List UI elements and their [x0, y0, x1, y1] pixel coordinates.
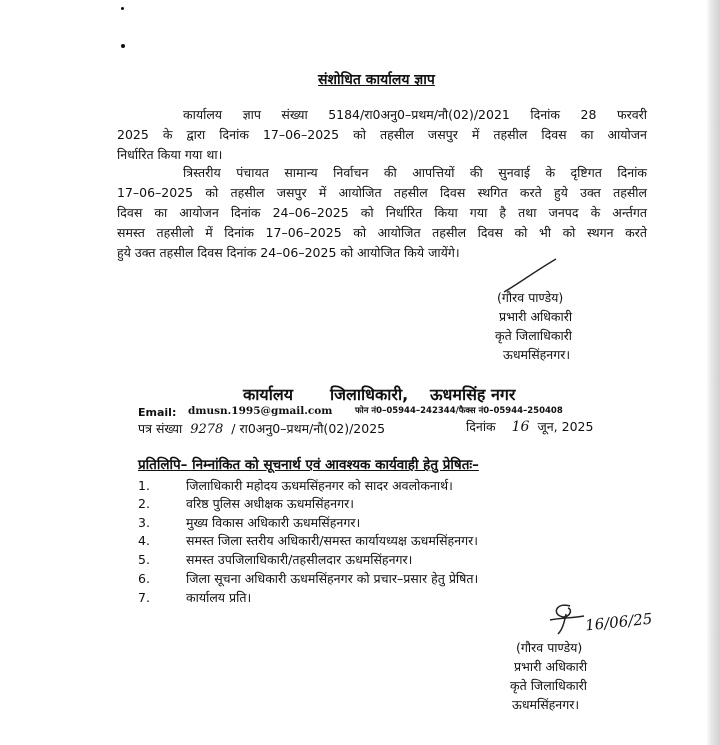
- scan-speck: [121, 44, 125, 48]
- scan-speck: [121, 7, 124, 10]
- district-label: ऊधमसिंह नगर: [430, 385, 516, 404]
- letter-number-rest: / रा0अनु0–प्रथम/नौ(02)/2025: [231, 421, 386, 436]
- paragraph-2: [117, 163, 647, 263]
- list-item: 3. मुख्य विकास अधिकारी ऊधमसिंहनगर।: [138, 515, 361, 530]
- paragraph-line: कार्यालय ज्ञाप संख्या 5184/रा0अनु0–प्रथम/नौ(02)/2021 दिनांक 28 फरवरी: [183, 107, 647, 122]
- list-item: 1. जिलाधिकारी महोदय ऊधमसिंहनगर को सादर अवलोकनार्थ।: [138, 478, 453, 493]
- letter-number-handwritten: 9278: [190, 422, 224, 437]
- document-title: संशोधित कार्यालय ज्ञाप: [318, 72, 435, 88]
- signatory-name: (गौरव पाण्डेय): [497, 290, 564, 305]
- signatory-designation: प्रभारी अधिकारी: [499, 309, 573, 324]
- signature-block-bottom: [510, 638, 587, 714]
- signatory-designation: प्रभारी अधिकारी: [514, 659, 588, 674]
- paragraph-line: 17–06–2025 को तहसील जसपुर में आयोजित तहसील दिवस स्थगित करते हुये उक्त तहसील: [117, 185, 647, 200]
- paragraph-line: 2025 के द्वारा दिनांक 17–06–2025 को तहसील जसपुर में तहसील दिवस का आयोजन: [117, 127, 647, 142]
- phone-fax: फोन नं0–05944–242344/फैक्स नं0–05944–250408: [355, 406, 563, 416]
- list-item: 5. समस्त उपजिलाधिकारी/तहसीलदार ऊधमसिंहनगर।: [138, 552, 413, 567]
- date-day-handwritten: 16: [511, 419, 530, 435]
- paragraph-line: निर्धारित किया गया था।: [117, 147, 223, 162]
- list-item: 6. जिला सूचना अधिकारी ऊधमसिंहनगर को प्रचार–प्रसार हेतु प्रेषित।: [138, 571, 479, 586]
- signature-block-top: [493, 288, 572, 364]
- list-item: 2. वरिष्ठ पुलिस अधीक्षक ऊधमसिंहनगर।: [138, 496, 355, 511]
- paragraph-line: दिवस का आयोजन दिनांक 24–06–2025 को निर्धारित किया गया है तथा जनपद के अर्न्तगत: [117, 205, 647, 220]
- date-rest: जून, 2025: [537, 419, 594, 434]
- signatory-place: ऊधमसिंहनगर।: [512, 697, 580, 712]
- signatory-on-behalf: कृते जिलाधिकारी: [510, 678, 588, 693]
- handwritten-date: 16/06/25: [584, 609, 654, 635]
- signatory-place: ऊधमसिंहनगर।: [503, 347, 571, 362]
- copy-to-title: प्रतिलिपि– निम्नांकित को सूचनार्थ एवं आवश्यक कार्यवाही हेतु प्रेषितः–: [138, 457, 479, 473]
- email-label: Email:: [138, 406, 177, 419]
- letter-number-label: पत्र संख्या: [138, 421, 183, 436]
- paragraph-line: समस्त तहसीलो में दिनांक 17–06–2025 को आयोजित तहसील दिवस को भी को स्थगन करते: [117, 225, 647, 240]
- office-label: कार्यालय: [243, 385, 293, 404]
- paragraph-1: [117, 105, 647, 165]
- date-label: दिनांक: [466, 419, 496, 434]
- email-value: dmusn.1995@gmail.com: [188, 405, 333, 417]
- signature-scribble-icon: [548, 600, 588, 636]
- list-item: 7. कार्यालय प्रति।: [138, 590, 252, 605]
- list-item: 4. समस्त जिला स्तरीय अधिकारी/समस्त कार्यायध्यक्ष ऊधमसिंहनगर।: [138, 533, 478, 548]
- paragraph-line: हुये उक्त तहसील दिवस दिनांक 24–06–2025 को आयोजित किये जायेंगे।: [117, 245, 460, 260]
- letter-number-row: [138, 420, 385, 437]
- signatory-name: (गौरव पाण्डेय): [516, 640, 583, 655]
- paragraph-line: त्रिस्तरीय पंचायत सामान्य निर्वाचन की आपत्तियों की सुनवाई के दृष्टिगत दिनांक: [183, 165, 647, 180]
- dm-label: जिलाधिकारी,: [330, 385, 409, 404]
- signatory-on-behalf: कृते जिलाधिकारी: [495, 328, 573, 343]
- letter-date-row: [466, 418, 593, 435]
- page-edge-shadow: [706, 0, 720, 745]
